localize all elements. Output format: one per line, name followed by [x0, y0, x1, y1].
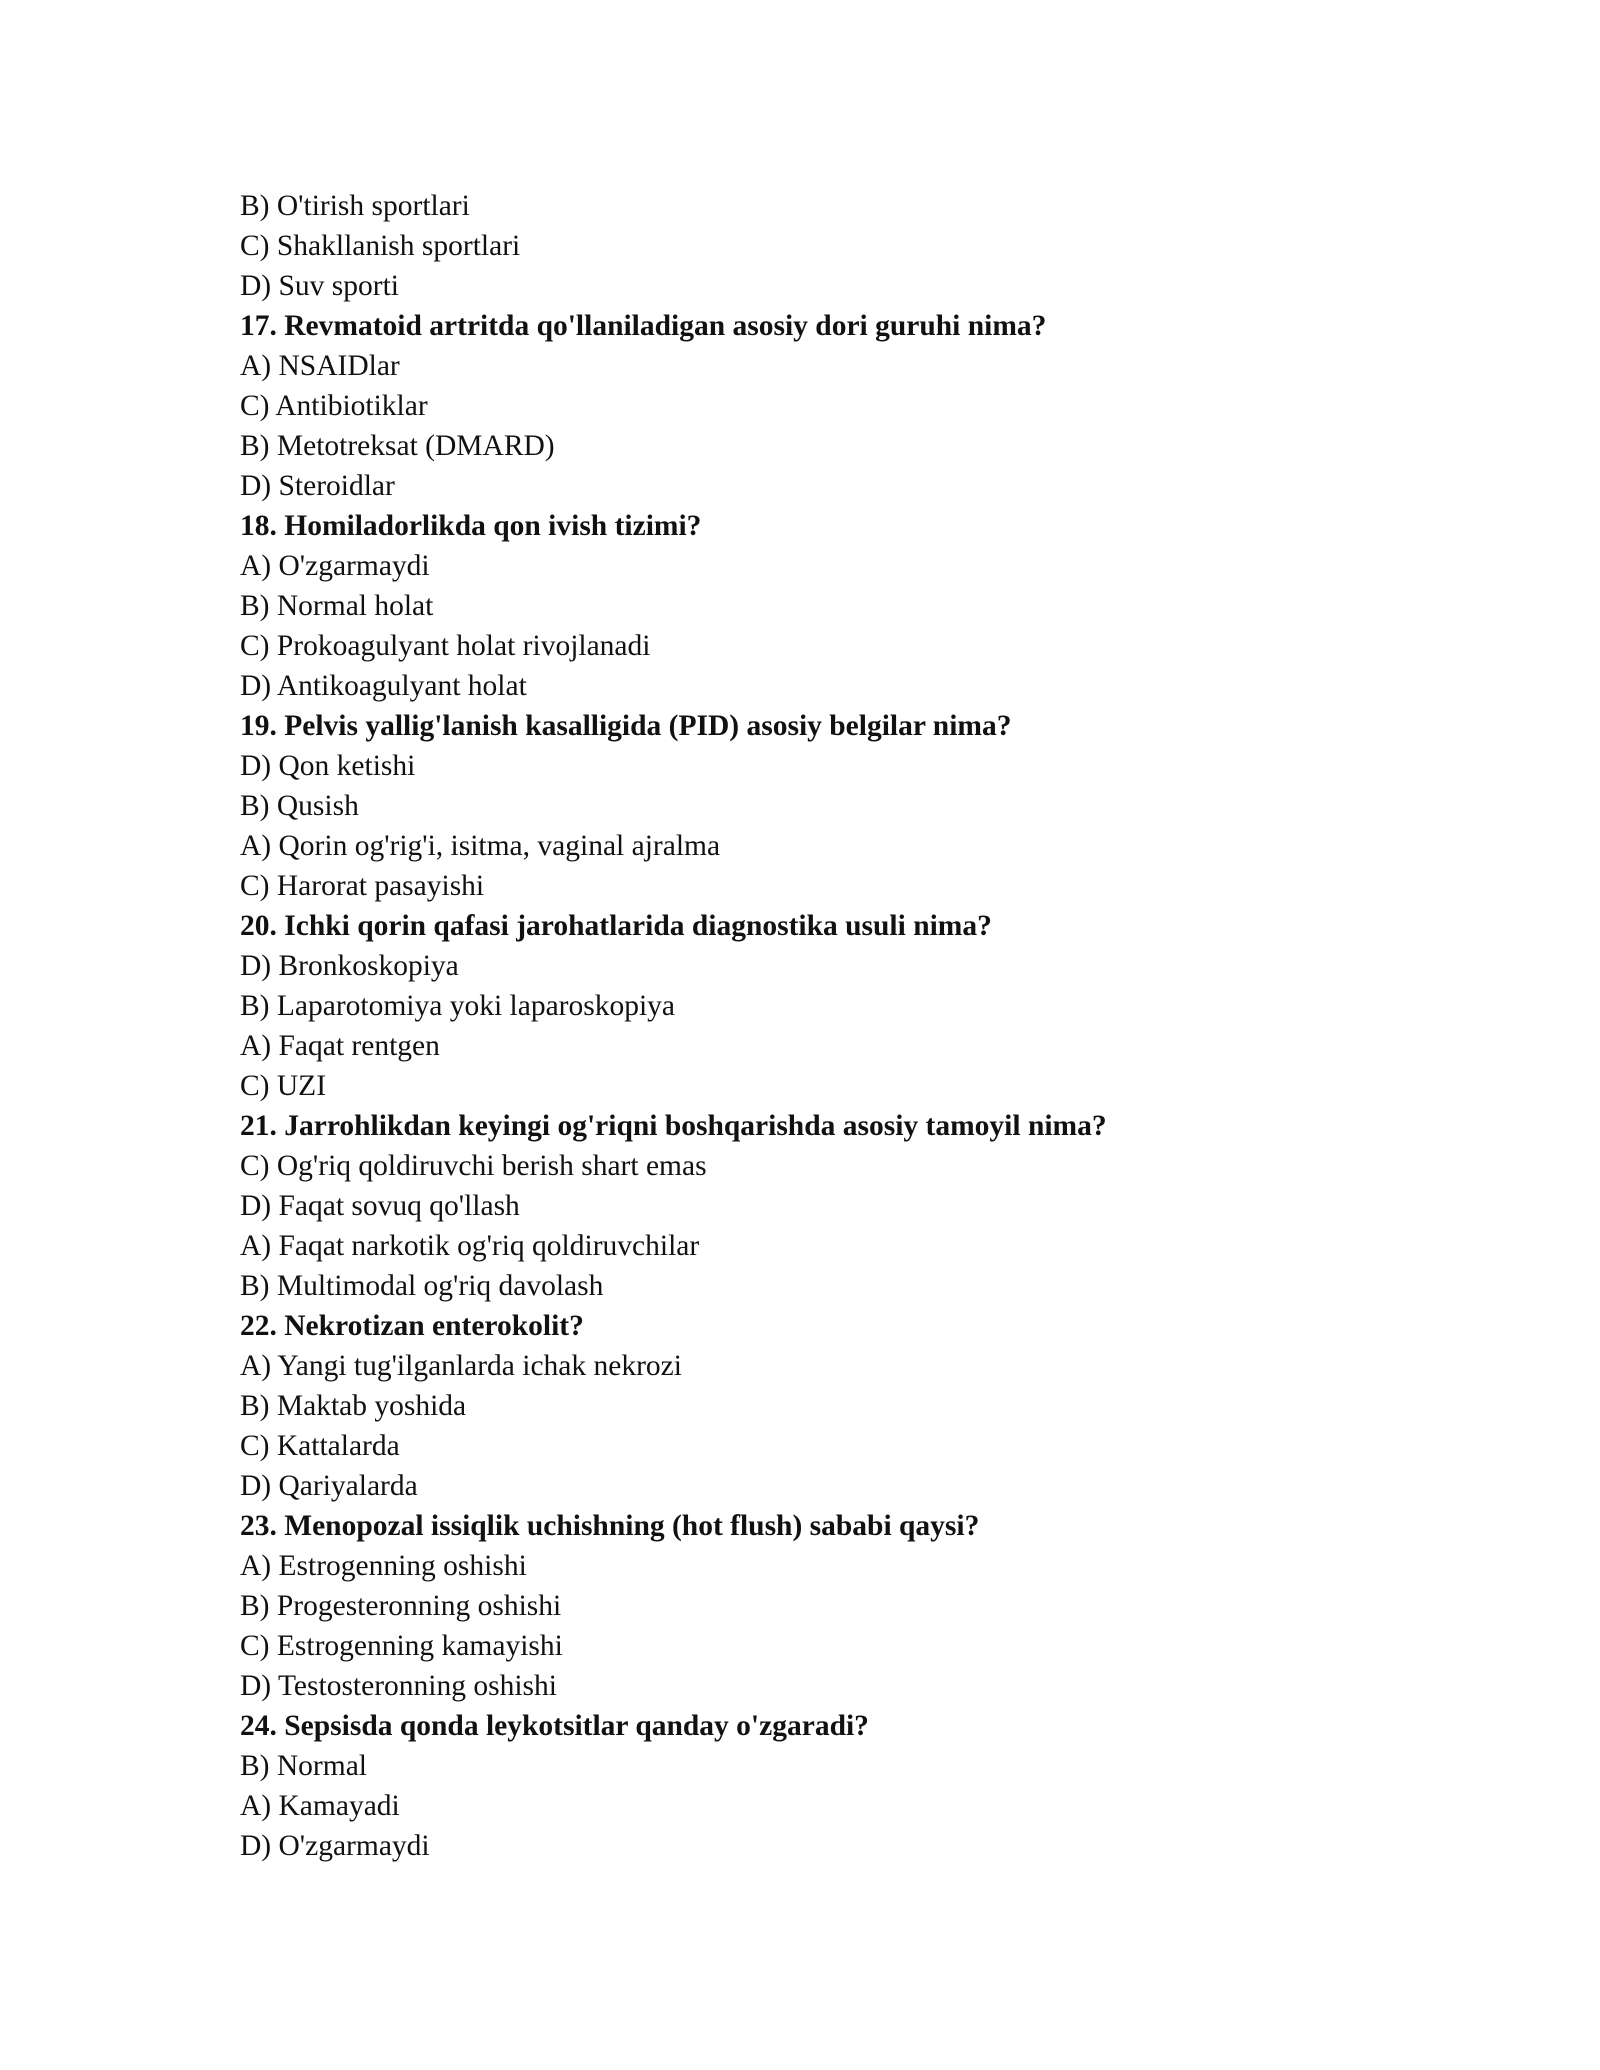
question-text: 22. Nekrotizan enterokolit? — [240, 1310, 584, 1342]
answer-option: D) Qariyalarda — [240, 1470, 418, 1502]
answer-option: D) Suv sporti — [240, 270, 399, 302]
answer-option: C) Harorat pasayishi — [240, 870, 485, 902]
answer-option: A) Qorin og'rig'i, isitma, vaginal ajralma — [240, 830, 721, 862]
answer-option: A) Estrogenning oshishi — [240, 1550, 527, 1582]
answer-option: C) Estrogenning kamayishi — [240, 1630, 563, 1662]
answer-option: A) Kamayadi — [240, 1790, 400, 1822]
question-text: 19. Pelvis yallig'lanish kasalligida (PID) asosiy belgilar nima? — [240, 710, 1012, 742]
answer-option: D) Testosteronning oshishi — [240, 1670, 557, 1702]
answer-option: C) Antibiotiklar — [240, 390, 428, 422]
answer-option: D) O'zgarmaydi — [240, 1830, 430, 1862]
answer-option: A) NSAIDlar — [240, 350, 400, 382]
answer-option: A) Yangi tug'ilganlarda ichak nekrozi — [240, 1350, 682, 1382]
question-text: 18. Homiladorlikda qon ivish tizimi? — [240, 510, 702, 542]
document-page — [240, 186, 1440, 1866]
answer-option: D) Faqat sovuq qo'llash — [240, 1190, 520, 1222]
answer-option: A) O'zgarmaydi — [240, 550, 430, 582]
answer-option: B) Multimodal og'riq davolash — [240, 1270, 604, 1302]
question-text: 24. Sepsisda qonda leykotsitlar qanday o'zgaradi? — [240, 1710, 869, 1742]
answer-option: C) Prokoagulyant holat rivojlanadi — [240, 630, 651, 662]
answer-option: B) Normal — [240, 1750, 367, 1782]
answer-option: C) Kattalarda — [240, 1430, 400, 1462]
answer-option: D) Bronkoskopiya — [240, 950, 459, 982]
answer-option: B) Laparotomiya yoki laparoskopiya — [240, 990, 676, 1022]
answer-option: B) Metotreksat (DMARD) — [240, 430, 555, 462]
answer-option: D) Antikoagulyant holat — [240, 670, 527, 702]
answer-option: D) Steroidlar — [240, 470, 395, 502]
answer-option: A) Faqat narkotik og'riq qoldiruvchilar — [240, 1230, 700, 1262]
answer-option: D) Qon ketishi — [240, 750, 416, 782]
answer-option: B) Maktab yoshida — [240, 1390, 467, 1422]
answer-option: B) Normal holat — [240, 590, 434, 622]
question-text: 23. Menopozal issiqlik uchishning (hot flush) sababi qaysi? — [240, 1510, 980, 1542]
answer-option: B) O'tirish sportlari — [240, 190, 470, 222]
question-text: 20. Ichki qorin qafasi jarohatlarida diagnostika usuli nima? — [240, 910, 992, 942]
answer-option: B) Qusish — [240, 790, 359, 822]
answer-option: A) Faqat rentgen — [240, 1030, 440, 1062]
answer-option: B) Progesteronning oshishi — [240, 1590, 562, 1622]
answer-option: C) Shakllanish sportlari — [240, 230, 521, 262]
answer-option: C) Og'riq qoldiruvchi berish shart emas — [240, 1150, 707, 1182]
answer-option: C) UZI — [240, 1070, 327, 1102]
question-text: 21. Jarrohlikdan keyingi og'riqni boshqarishda asosiy tamoyil nima? — [240, 1110, 1107, 1142]
question-text: 17. Revmatoid artritda qo'llaniladigan asosiy dori guruhi nima? — [240, 310, 1047, 342]
